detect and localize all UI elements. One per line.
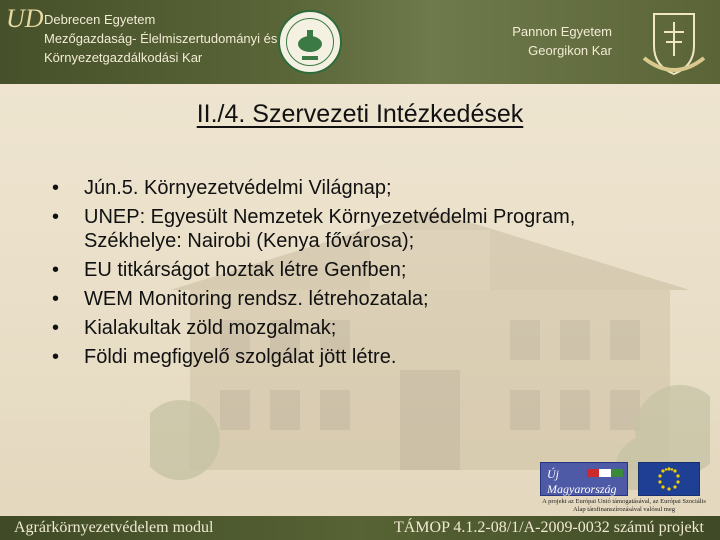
list-item bbox=[52, 176, 612, 200]
right-institution-line-1: Pannon Egyetem bbox=[512, 24, 612, 39]
list-item bbox=[52, 287, 612, 311]
bullet-glyph: • bbox=[52, 346, 60, 368]
bullet-text: WEM Monitoring rendsz. létrehozatala; bbox=[84, 288, 429, 310]
bullet-text: Jún.5. Környezetvédelmi Világnap; bbox=[84, 177, 392, 199]
bullet-glyph: • bbox=[52, 177, 60, 199]
list-item bbox=[52, 205, 612, 253]
left-institution-line-2: Mezőgazdaság- Élelmiszertudományi és bbox=[44, 31, 278, 46]
bullet-list bbox=[52, 176, 612, 374]
uj-magyarorszag-logo bbox=[540, 462, 628, 496]
bullet-glyph: • bbox=[52, 317, 60, 339]
left-institution bbox=[44, 10, 284, 67]
left-institution-line-3: Környezetgazdálkodási Kar bbox=[44, 50, 203, 65]
footer-bar bbox=[0, 516, 720, 540]
bullet-text: EU titkárságot hoztak létre Genfben; bbox=[84, 259, 407, 281]
ud-logo bbox=[6, 4, 44, 74]
list-item bbox=[52, 345, 612, 369]
right-institution-line-2: Georgikon Kar bbox=[528, 43, 612, 58]
right-institution bbox=[488, 22, 612, 60]
eu-flag-icon bbox=[638, 462, 700, 496]
bullet-glyph: • bbox=[52, 288, 60, 310]
footer-module-name: Agrárkörnyezetvédelem modul bbox=[14, 519, 214, 536]
uj-logo-text: Új Magyarország bbox=[547, 467, 617, 496]
bullet-text: Földi megfigyelő szolgálat jött létre. bbox=[84, 346, 397, 368]
page-title: II./4. Szervezeti Intézkedések bbox=[196, 100, 524, 128]
bullet-text: UNEP: Egyesült Nemzetek Környezetvédelmi Program, Székhelye: Nairobi (Kenya fővárosa); bbox=[84, 206, 576, 252]
header-bar bbox=[0, 0, 720, 84]
list-item bbox=[52, 316, 612, 340]
left-institution-line-1: Debrecen Egyetem bbox=[44, 12, 156, 27]
footer-project-id: TÁMOP 4.1.2-08/1/A-2009-0032 számú projekt bbox=[393, 519, 704, 536]
list-item bbox=[52, 258, 612, 282]
ud-logo-text: UD bbox=[6, 4, 44, 33]
eu-funding-caption: A projekt az Európai Unió támogatásával, az Európai Szociális Alap társfinanszírozásával valósul meg bbox=[542, 498, 706, 513]
bullet-text: Kialakultak zöld mozgalmak; bbox=[84, 317, 337, 339]
bullet-glyph: • bbox=[52, 259, 60, 281]
georgikon-crest-icon bbox=[640, 8, 708, 78]
eu-logos bbox=[536, 462, 712, 522]
bullet-glyph: • bbox=[52, 206, 60, 228]
university-seal-icon bbox=[278, 10, 342, 74]
